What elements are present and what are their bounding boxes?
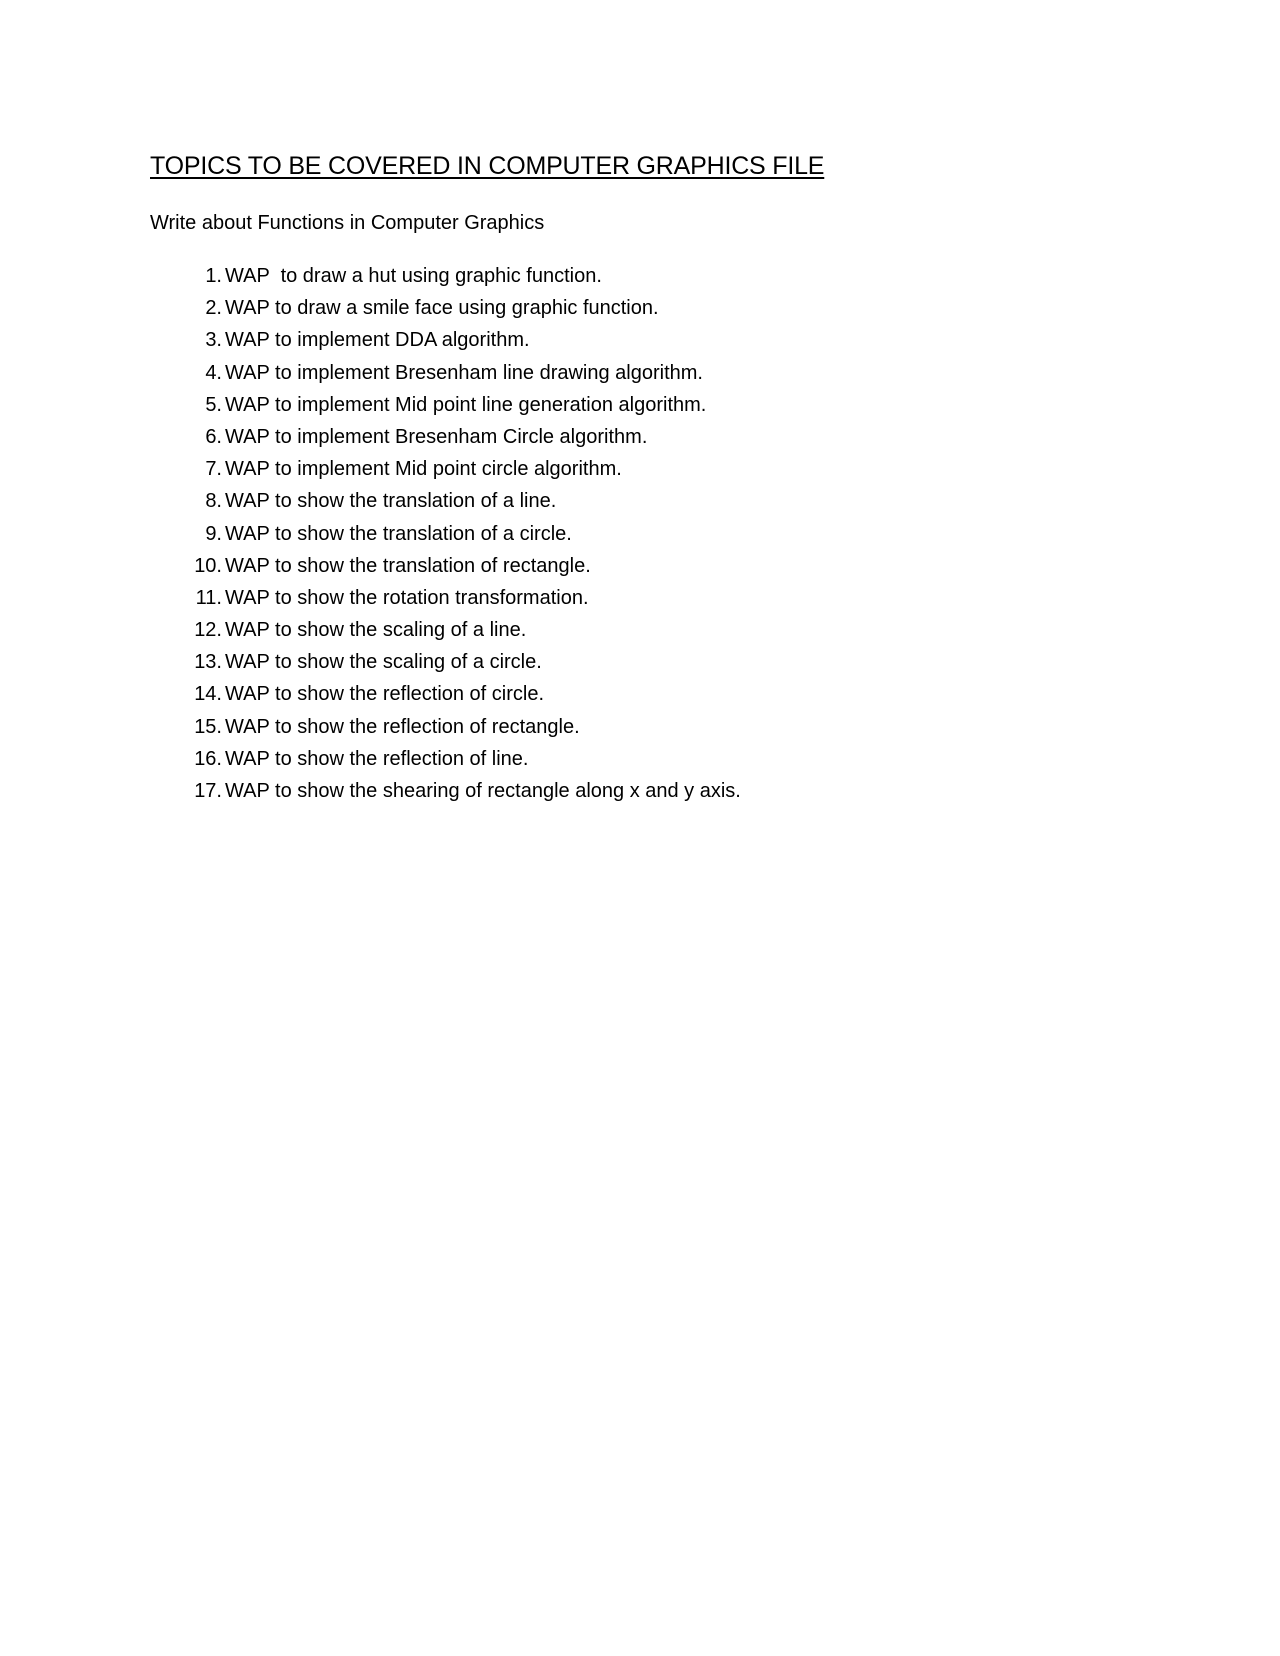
list-item-number-label: 16. <box>194 747 222 770</box>
list-item-number <box>150 426 222 449</box>
list-item-number-label: 6. <box>205 425 222 448</box>
list-item-number-label: 4. <box>205 361 222 384</box>
list-item-text: WAP to implement Bresenham Circle algorithm. <box>225 425 648 448</box>
list-item-number <box>150 716 222 739</box>
topics-list <box>150 265 741 812</box>
list-item <box>150 458 741 490</box>
list-item-number-label: 3. <box>205 329 222 352</box>
list-item <box>150 555 741 587</box>
document-title: TOPICS TO BE COVERED IN COMPUTER GRAPHICS FILE <box>150 152 825 180</box>
list-item-text: WAP to implement Mid point circle algorithm. <box>225 458 622 481</box>
list-item-number-label: 15. <box>194 715 222 738</box>
list-item-number <box>150 780 222 803</box>
list-item-text: WAP to show the translation of a circle. <box>225 522 572 545</box>
list-item-text: WAP to implement DDA algorithm. <box>225 329 530 352</box>
list-item-text: WAP to show the translation of a line. <box>225 490 557 513</box>
list-item <box>150 490 741 522</box>
list-item <box>150 265 741 297</box>
list-item-number <box>150 651 222 674</box>
list-item <box>150 523 741 555</box>
list-item-text: WAP to implement Mid point line generation algorithm. <box>225 393 707 416</box>
list-item-number <box>150 394 222 417</box>
list-item-text: WAP to draw a smile face using graphic function. <box>225 297 659 320</box>
list-item-number-label: 11. <box>195 586 222 609</box>
list-item-number-label: 7. <box>205 458 222 481</box>
list-item <box>150 587 741 619</box>
list-item <box>150 748 741 780</box>
list-item-number <box>150 362 222 385</box>
list-item-number-label: 13. <box>194 651 222 674</box>
list-item-number-label: 14. <box>194 683 222 706</box>
list-item-number-label: 10. <box>194 554 222 577</box>
list-item-number <box>150 458 222 481</box>
list-item-number <box>150 297 222 320</box>
list-item-number <box>150 748 222 771</box>
list-item-number <box>150 490 222 513</box>
list-item-number-label: 12. <box>194 619 222 642</box>
list-item-number-label: 2. <box>205 297 222 320</box>
list-item-number-label: 17. <box>194 780 222 802</box>
list-item-number <box>150 555 222 578</box>
list-item-text: WAP to show the translation of rectangle. <box>225 554 591 577</box>
list-item-text: WAP to show the reflection of circle. <box>225 683 545 706</box>
list-item-number-label: 5. <box>205 393 222 416</box>
list-item-number-label: 8. <box>205 490 222 513</box>
list-item-text: WAP to show the rotation transformation. <box>225 586 589 609</box>
list-item <box>150 426 741 458</box>
list-item <box>150 362 741 394</box>
list-item <box>150 619 741 651</box>
list-item-number-label: 1. <box>205 265 222 287</box>
list-item <box>150 683 741 715</box>
list-item-number <box>150 265 222 288</box>
list-item <box>150 651 741 683</box>
list-item-number <box>150 523 222 546</box>
list-item-text: WAP to show the scaling of a circle. <box>225 651 542 674</box>
list-item <box>150 394 741 426</box>
list-item <box>150 329 741 361</box>
list-item-text: WAP to draw a hut using graphic function. <box>225 265 602 287</box>
list-item-number <box>150 587 222 610</box>
list-item-text: WAP to implement Bresenham line drawing algorithm. <box>225 361 703 384</box>
list-item-number <box>150 619 222 642</box>
list-item <box>150 297 741 329</box>
intro-text: Write about Functions in Computer Graphics <box>150 212 545 234</box>
list-item-number <box>150 329 222 352</box>
list-item-number-label: 9. <box>205 522 222 545</box>
list-item-text: WAP to show the shearing of rectangle along x and y axis. <box>225 780 741 802</box>
list-item <box>150 716 741 748</box>
list-item <box>150 780 741 812</box>
list-item-text: WAP to show the reflection of line. <box>225 747 529 770</box>
list-item-text: WAP to show the scaling of a line. <box>225 619 527 642</box>
list-item-number <box>150 683 222 706</box>
list-item-text: WAP to show the reflection of rectangle. <box>225 715 580 738</box>
